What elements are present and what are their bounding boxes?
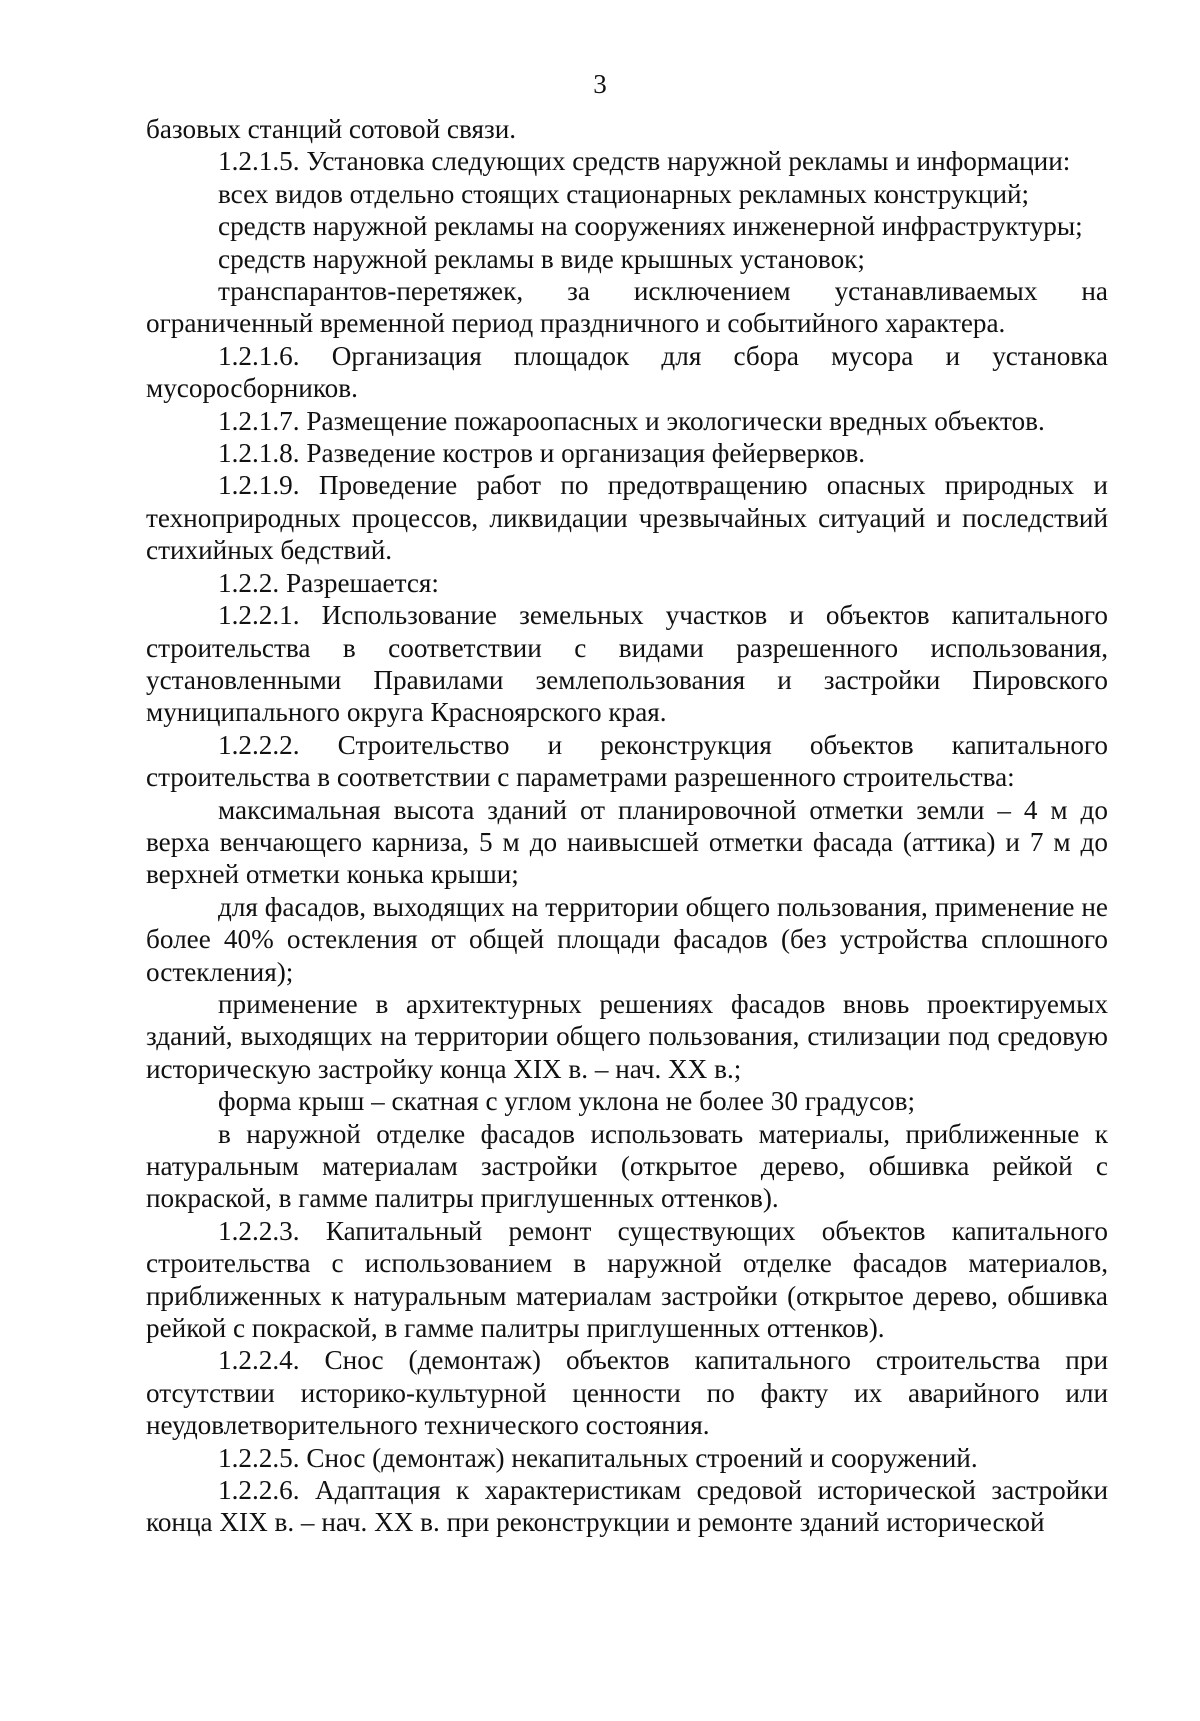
- paragraph: 1.2.2. Разрешается:: [218, 567, 439, 598]
- paragraph: в наружной отделке фасадов использовать материалы, приближенные к натуральным материалам застройки (открытое дерево, обшивка рейкой с покраской, в гамме палитры приглушенных оттенков).: [146, 1118, 1108, 1214]
- paragraph: 1.2.1.8. Разведение костров и организация фейерверков.: [218, 438, 866, 469]
- paragraph: транспарантов-перетяжек, за исключением устанавливаемых на ограниченный временной период праздничного и событийного характера.: [146, 276, 1108, 339]
- paragraph: 1.2.2.6. Адаптация к характеристикам средовой исторической застройки конца XIX в. – нач. XX в. при реконструкции и ремонте зданий исторической: [146, 1475, 1108, 1538]
- paragraph: 1.2.1.6. Организация площадок для сбора мусора и установка мусоросборников.: [146, 340, 1108, 404]
- paragraph: 1.2.2.1. Использование земельных участков и объектов капитального строительства в соответствии с видами разрешенного использования, установленными Правилами землепользования и застройки Пировского муниципального округа Красноярского края.: [146, 600, 1108, 728]
- paragraph: 1.2.1.7. Размещение пожароопасных и экологически вредных объектов.: [218, 405, 1045, 436]
- paragraph: 1.2.2.3. Капитальный ремонт существующих объектов капитального строительства с использованием в наружной отделке фасадов материалов, приближенных к натуральным материалам застройки (открытое дерево, обшивка рейкой с покраской, в гамме палитры приглушенных оттенков).: [146, 1215, 1108, 1344]
- paragraph: 1.2.2.5. Снос (демонтаж) некапитальных строений и сооружений.: [218, 1442, 978, 1473]
- paragraph: для фасадов, выходящих на территории общего пользования, применение не более 40% остекления от общей площади фасадов (без устройства сплошного остекления);: [146, 891, 1108, 987]
- paragraph: 1.2.1.9. Проведение работ по предотвращению опасных природных и технoприродных процессов, ликвидации чрезвычайных ситуаций и последствий стихийных бедствий.: [146, 470, 1108, 566]
- paragraph: всех видов отдельно стоящих стационарных рекламных конструкций;: [218, 178, 1030, 209]
- paragraph: 1.2.1.5. Установка следующих средств наружной рекламы и информации:: [218, 146, 1071, 177]
- paragraph: максимальная высота зданий от планировочной отметки земли – 4 м до верха венчающего карниза, 5 м до наивысшей отметки фасада (аттика) и 7 м до верхней отметки конька крыши;: [146, 794, 1108, 890]
- paragraph: средств наружной рекламы на сооружениях инженерной инфраструктуры;: [218, 211, 1083, 242]
- paragraph: форма крыш – скатная с углом уклона не более 30 градусов;: [218, 1086, 915, 1117]
- page-number: 3: [593, 69, 607, 99]
- document-body: [146, 113, 1108, 1539]
- paragraph: 1.2.2.4. Снос (демонтаж) объектов капитального строительства при отсутствии историко-культурной ценности по факту их аварийного или неудовлетворительного технического состояния.: [146, 1345, 1108, 1441]
- paragraph: базовых станций сотовой связи.: [146, 114, 517, 144]
- paragraph: применение в архитектурных решениях фасадов вновь проектируемых зданий, выходящих на территории общего пользования, стилизации под средовую историческую застройку конца XIX в. – нач. XX в.;: [146, 988, 1108, 1084]
- paragraph: средств наружной рекламы в виде крышных установок;: [218, 243, 865, 274]
- paragraph: 1.2.2.2. Строительство и реконструкция объектов капитального строительства в соответствии с параметрами разрешенного строительства:: [146, 729, 1108, 793]
